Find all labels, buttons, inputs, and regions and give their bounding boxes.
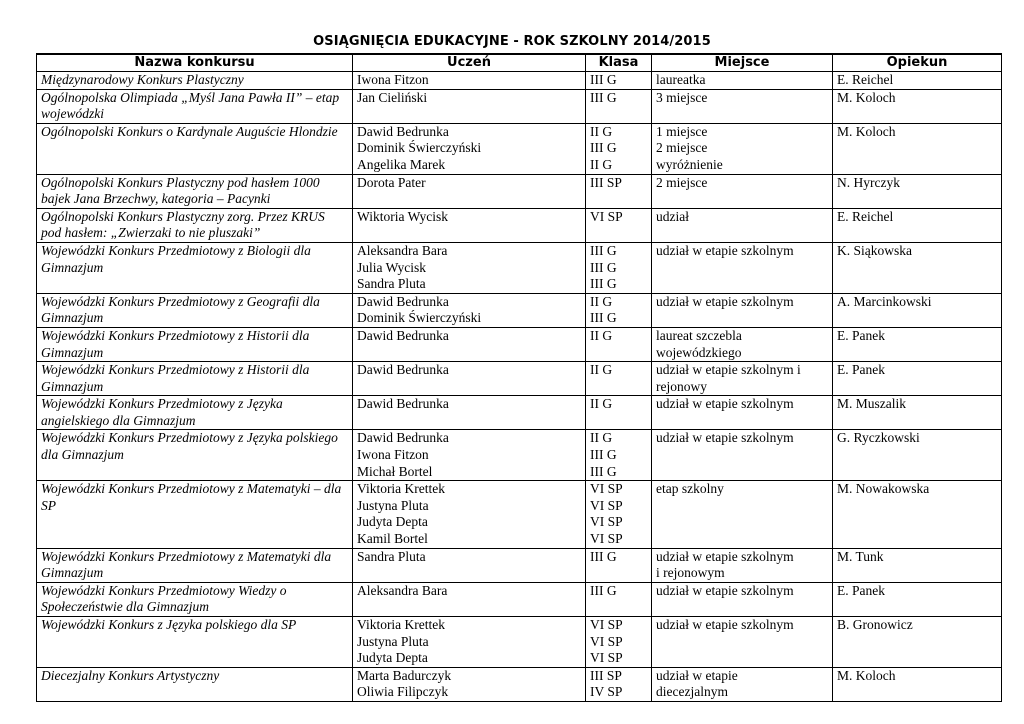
tutor-name: E. Reichel xyxy=(837,208,894,224)
tutor-name: M. Koloch xyxy=(837,123,896,139)
place-value: udział w etapie szkolnym xyxy=(656,548,794,564)
place-cell xyxy=(652,208,833,242)
place-value: udział w etapie szkolnym xyxy=(656,582,794,598)
contest-name-cell xyxy=(37,293,353,327)
place-value: etap szkolny xyxy=(656,481,724,497)
class-value: III G xyxy=(590,242,617,258)
contest-name-cell xyxy=(37,208,353,242)
header-place: Miejsce xyxy=(652,54,833,72)
student-cell xyxy=(353,242,586,293)
place-cell xyxy=(652,481,833,548)
place-value: udział w etapie szkolnym xyxy=(656,430,794,446)
student-name: Dominik Świerczyński xyxy=(357,140,482,156)
student-cell xyxy=(353,582,586,616)
student-cell xyxy=(353,123,586,174)
table-header-row xyxy=(37,54,1002,72)
contest-name: Ogólnopolska Olimpiada „Myśl Jana Pawła II” – etap wojewódzki xyxy=(41,89,340,122)
place-cell xyxy=(652,89,833,123)
class-value: VI SP xyxy=(590,481,623,497)
place-cell xyxy=(652,430,833,481)
tutor-cell xyxy=(833,548,1002,582)
contest-name-cell xyxy=(37,548,353,582)
student-name: Justyna Pluta xyxy=(357,633,429,649)
student-name: Michał Bortel xyxy=(357,463,433,479)
student-name: Aleksandra Bara xyxy=(357,242,448,258)
class-value: III G xyxy=(590,582,617,598)
student-name: Angelika Marek xyxy=(357,156,446,172)
place-value: udział xyxy=(656,208,689,224)
place-cell xyxy=(652,362,833,396)
tutor-name: E. Panek xyxy=(837,327,885,343)
student-name: Dawid Bedrunka xyxy=(357,430,449,446)
tutor-cell xyxy=(833,72,1002,90)
class-cell xyxy=(586,293,652,327)
contest-name-cell xyxy=(37,72,353,90)
header-student: Uczeń xyxy=(353,54,586,72)
tutor-name: G. Ryczkowski xyxy=(837,430,920,446)
table-row xyxy=(37,667,1002,701)
tutor-name: A. Marcinkowski xyxy=(837,293,932,309)
class-cell xyxy=(586,396,652,430)
tutor-name: K. Siąkowska xyxy=(837,242,912,258)
contest-name-cell xyxy=(37,174,353,208)
document-title: OSIĄGNIĘCIA EDUKACYJNE - ROK SZKOLNY 2014/2015 xyxy=(313,34,711,49)
header-contest: Nazwa konkursu xyxy=(37,54,353,72)
place-value: wyróżnienie xyxy=(656,156,723,172)
place-value: 2 miejsce xyxy=(656,140,708,156)
header-tutor: Opiekun xyxy=(833,54,1002,72)
student-cell xyxy=(353,72,586,90)
class-value: III G xyxy=(590,310,617,326)
table-row xyxy=(37,174,1002,208)
contest-name-cell xyxy=(37,396,353,430)
class-value: III G xyxy=(590,259,617,275)
tutor-cell xyxy=(833,293,1002,327)
student-cell xyxy=(353,396,586,430)
student-cell xyxy=(353,174,586,208)
contest-name: Wojewódzki Konkurs Przedmiotowy z Biologii dla Gimnazjum xyxy=(41,242,311,275)
place-value: udział w etapie szkolnym xyxy=(656,242,794,258)
contest-name-cell xyxy=(37,667,353,701)
student-cell xyxy=(353,430,586,481)
contest-name-cell xyxy=(37,582,353,616)
table-row xyxy=(37,548,1002,582)
tutor-name: N. Hyrczyk xyxy=(837,174,900,190)
contest-name-cell xyxy=(37,430,353,481)
place-cell xyxy=(652,174,833,208)
class-value: III SP xyxy=(590,667,622,683)
place-cell xyxy=(652,293,833,327)
student-name: Viktoria Krettek xyxy=(357,617,446,632)
student-name: Sandra Pluta xyxy=(357,548,426,564)
tutor-cell xyxy=(833,123,1002,174)
student-name: Iwona Fitzon xyxy=(357,447,429,463)
class-value: IV SP xyxy=(590,684,623,700)
contest-name-cell xyxy=(37,242,353,293)
place-value: udział w etapie szkolnym xyxy=(656,396,794,412)
class-value: VI SP xyxy=(590,497,623,513)
contest-name: Wojewódzki Konkurs z Języka polskiego dla SP xyxy=(41,617,297,632)
tutor-name: M. Muszalik xyxy=(837,396,906,412)
student-cell xyxy=(353,293,586,327)
tutor-name: B. Gronowicz xyxy=(837,617,913,632)
student-name: Dawid Bedrunka xyxy=(357,396,449,412)
contest-name: Wojewódzki Konkurs Przedmiotowy z Języka polskiego dla Gimnazjum xyxy=(41,430,338,463)
achievements-table xyxy=(36,53,1002,702)
class-value: III G xyxy=(590,140,617,156)
tutor-cell xyxy=(833,667,1002,701)
class-value: III G xyxy=(590,447,617,463)
place-value: udział w etapie szkolnym xyxy=(656,617,794,632)
place-value: wojewódzkiego xyxy=(656,344,742,360)
class-value: III G xyxy=(590,276,617,292)
class-cell xyxy=(586,123,652,174)
class-cell xyxy=(586,72,652,90)
contest-name: Wojewódzki Konkurs Przedmiotowy z Historii dla Gimnazjum xyxy=(41,362,310,394)
tutor-cell xyxy=(833,617,1002,668)
class-value: II G xyxy=(590,362,613,378)
place-value: i rejonowym xyxy=(656,565,725,581)
contest-name: Wojewódzki Konkurs Przedmiotowy Wiedzy o Społeczeństwie dla Gimnazjum xyxy=(41,582,287,615)
student-name: Judyta Depta xyxy=(357,514,428,530)
class-value: VI SP xyxy=(590,650,623,666)
contest-name: Diecezjalny Konkurs Artystyczny xyxy=(41,667,220,683)
table-body xyxy=(37,72,1002,702)
tutor-name: M. Koloch xyxy=(837,89,896,105)
contest-name: Wojewódzki Konkurs Przedmiotowy z Matematyki – dla SP xyxy=(41,481,342,513)
table-row xyxy=(37,362,1002,396)
class-cell xyxy=(586,667,652,701)
table-row xyxy=(37,208,1002,242)
contest-name: Wojewódzki Konkurs Przedmiotowy z Języka angielskiego dla Gimnazjum xyxy=(41,396,283,428)
contest-name-cell xyxy=(37,617,353,668)
class-value: VI SP xyxy=(590,531,623,547)
tutor-name: E. Panek xyxy=(837,582,885,598)
table-row xyxy=(37,293,1002,327)
student-name: Julia Wycisk xyxy=(357,259,427,275)
table-row xyxy=(37,481,1002,548)
tutor-name: E. Reichel xyxy=(837,72,894,87)
table-row xyxy=(37,89,1002,123)
student-cell xyxy=(353,617,586,668)
class-cell xyxy=(586,481,652,548)
class-value: II G xyxy=(590,327,613,343)
student-name: Dawid Bedrunka xyxy=(357,293,449,309)
class-value: III G xyxy=(590,72,617,87)
place-cell xyxy=(652,242,833,293)
contest-name: Wojewódzki Konkurs Przedmiotowy z Geografii dla Gimnazjum xyxy=(41,293,320,326)
place-value: udział w etapie szkolnym xyxy=(656,293,794,309)
tutor-cell xyxy=(833,362,1002,396)
class-value: II G xyxy=(590,123,613,139)
student-cell xyxy=(353,667,586,701)
place-cell xyxy=(652,582,833,616)
table-row xyxy=(37,242,1002,293)
place-value: 3 miejsce xyxy=(656,89,708,105)
place-cell xyxy=(652,123,833,174)
class-value: III G xyxy=(590,89,617,105)
contest-name-cell xyxy=(37,362,353,396)
student-name: Marta Badurczyk xyxy=(357,667,452,683)
place-cell xyxy=(652,667,833,701)
student-name: Sandra Pluta xyxy=(357,276,426,292)
place-value: 2 miejsce xyxy=(656,174,708,190)
tutor-cell xyxy=(833,208,1002,242)
place-value: laureatka xyxy=(656,72,706,87)
tutor-name: M. Nowakowska xyxy=(837,481,930,497)
place-value: laureat szczebla xyxy=(656,327,742,343)
tutor-cell xyxy=(833,89,1002,123)
tutor-cell xyxy=(833,396,1002,430)
place-cell xyxy=(652,617,833,668)
contest-name: Wojewódzki Konkurs Przedmiotowy z Matematyki dla Gimnazjum xyxy=(41,548,332,581)
header-class: Klasa xyxy=(586,54,652,72)
class-cell xyxy=(586,89,652,123)
contest-name: Wojewódzki Konkurs Przedmiotowy z Historii dla Gimnazjum xyxy=(41,327,310,360)
class-value: VI SP xyxy=(590,208,623,224)
class-value: II G xyxy=(590,156,613,172)
student-name: Justyna Pluta xyxy=(357,497,429,513)
place-value: diecezjalnym xyxy=(656,684,728,700)
student-name: Judyta Depta xyxy=(357,650,428,666)
contest-name: Międzynarodowy Konkurs Plastyczny xyxy=(41,72,244,87)
tutor-cell xyxy=(833,481,1002,548)
class-value: II G xyxy=(590,430,613,446)
class-cell xyxy=(586,208,652,242)
student-cell xyxy=(353,89,586,123)
student-cell xyxy=(353,327,586,361)
contest-name: Ogólnopolski Konkurs o Kardynale Auguście Hlondzie xyxy=(41,123,338,139)
contest-name-cell xyxy=(37,327,353,361)
tutor-name: E. Panek xyxy=(837,362,885,378)
student-name: Jan Cieliński xyxy=(357,89,428,105)
table-row xyxy=(37,396,1002,430)
contest-name: Ogólnopolski Konkurs Plastyczny zorg. Przez KRUS pod hasłem: „Zwierzaki to nie pluszaki” xyxy=(41,208,325,241)
table-row xyxy=(37,582,1002,616)
class-value: II G xyxy=(590,293,613,309)
tutor-name: M. Tunk xyxy=(837,548,884,564)
place-cell xyxy=(652,72,833,90)
table-row xyxy=(37,72,1002,90)
student-name: Oliwia Filipczyk xyxy=(357,684,449,700)
class-cell xyxy=(586,548,652,582)
contest-name-cell xyxy=(37,89,353,123)
student-name: Aleksandra Bara xyxy=(357,582,448,598)
student-name: Dorota Pater xyxy=(357,174,426,190)
place-cell xyxy=(652,327,833,361)
contest-name-cell xyxy=(37,481,353,548)
class-cell xyxy=(586,617,652,668)
class-cell xyxy=(586,174,652,208)
student-name: Dawid Bedrunka xyxy=(357,327,449,343)
student-name: Dawid Bedrunka xyxy=(357,362,449,378)
student-name: Iwona Fitzon xyxy=(357,72,429,87)
class-cell xyxy=(586,242,652,293)
class-value: III G xyxy=(590,463,617,479)
place-value: udział w etapie xyxy=(656,667,738,683)
table-row xyxy=(37,617,1002,668)
student-name: Viktoria Krettek xyxy=(357,481,446,497)
student-name: Kamil Bortel xyxy=(357,531,428,547)
student-name: Wiktoria Wycisk xyxy=(357,208,448,224)
class-value: III SP xyxy=(590,174,622,190)
student-cell xyxy=(353,481,586,548)
class-value: III G xyxy=(590,548,617,564)
class-value: II G xyxy=(590,396,613,412)
place-cell xyxy=(652,396,833,430)
place-value: udział w etapie szkolnym i xyxy=(656,362,801,378)
class-cell xyxy=(586,582,652,616)
place-cell xyxy=(652,548,833,582)
tutor-cell xyxy=(833,242,1002,293)
place-value: rejonowy xyxy=(656,378,707,394)
contest-name: Ogólnopolski Konkurs Plastyczny pod hasłem 1000 bajek Jana Brzechwy, kategoria – Pacynki xyxy=(41,174,320,207)
place-value: 1 miejsce xyxy=(656,123,708,139)
tutor-cell xyxy=(833,327,1002,361)
contest-name-cell xyxy=(37,123,353,174)
class-cell xyxy=(586,362,652,396)
tutor-name: M. Koloch xyxy=(837,667,896,683)
tutor-cell xyxy=(833,430,1002,481)
tutor-cell xyxy=(833,582,1002,616)
table-row xyxy=(37,123,1002,174)
class-value: VI SP xyxy=(590,633,623,649)
table-row xyxy=(37,327,1002,361)
tutor-cell xyxy=(833,174,1002,208)
class-cell xyxy=(586,430,652,481)
student-name: Dominik Świerczyński xyxy=(357,310,482,326)
student-cell xyxy=(353,362,586,396)
class-cell xyxy=(586,327,652,361)
student-name: Dawid Bedrunka xyxy=(357,123,449,139)
class-value: VI SP xyxy=(590,617,623,632)
table-row xyxy=(37,430,1002,481)
student-cell xyxy=(353,548,586,582)
student-cell xyxy=(353,208,586,242)
class-value: VI SP xyxy=(590,514,623,530)
